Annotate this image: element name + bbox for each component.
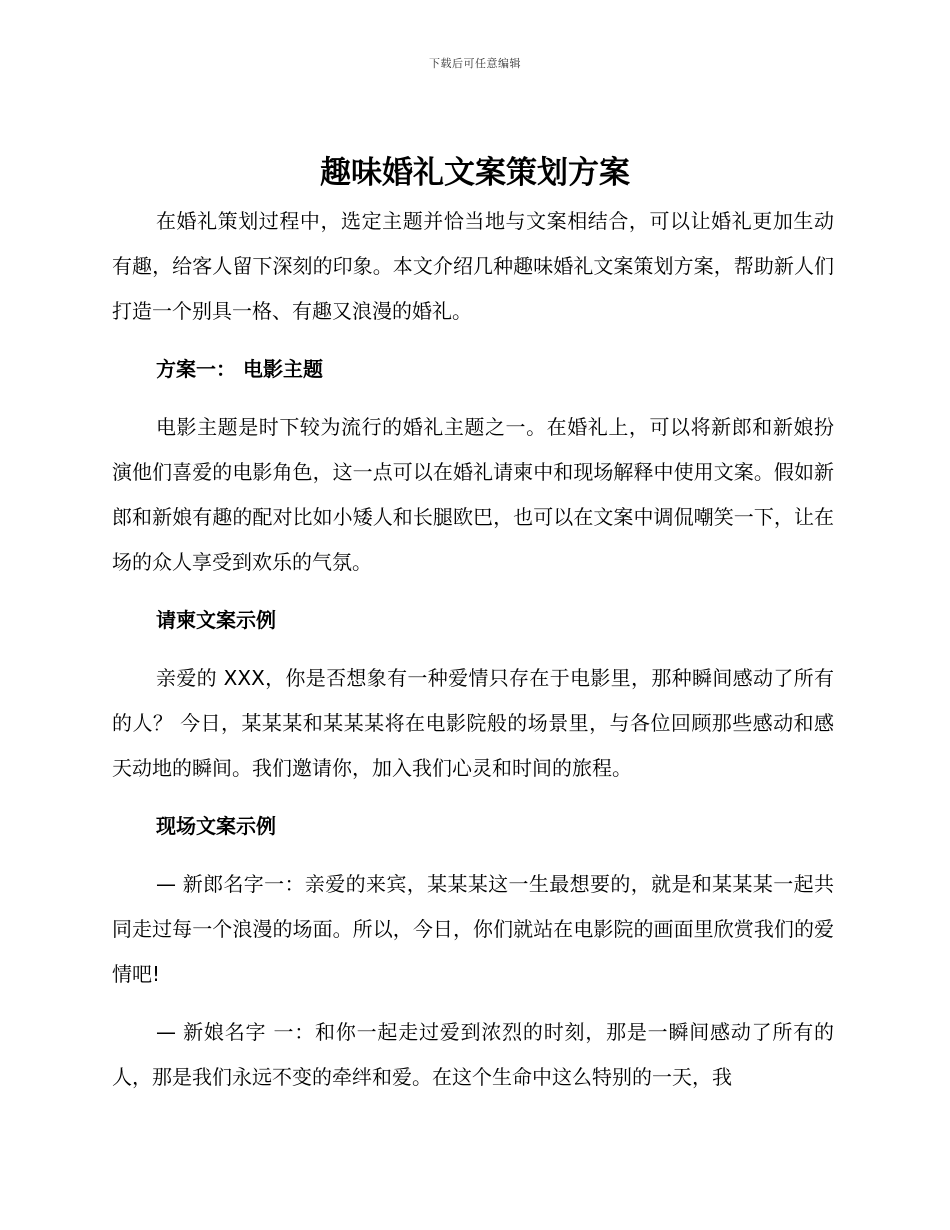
section1-paragraph: 电影主题是时下较为流行的婚礼主题之一。在婚礼上，可以将新郎和新娘扮演他们喜爱的电影角色，这一点可以在婚礼请柬中和现场解释中使用文案。假如新郎和新娘有趣的配对比如小矮人和长腿欧巴，也可以在文案中调侃嘲笑一下，让在场的众人享受到欢乐的气氛。	[112, 415, 834, 574]
spacer	[112, 643, 834, 656]
spacer	[112, 849, 834, 862]
document-title: 趣味婚礼文案策划方案	[320, 155, 630, 191]
spacer	[112, 334, 834, 347]
invite-heading: 请柬文案示例	[156, 608, 276, 632]
document-body	[112, 199, 834, 1100]
onsite-heading: 现场文案示例	[156, 814, 276, 838]
spacer	[112, 585, 834, 598]
spacer	[112, 392, 834, 405]
spacer	[112, 791, 834, 804]
groom-paragraph: — 新郎名字一：亲爱的来宾，某某某这一生最想要的，就是和某某某一起共同走过每一个浪漫的场面。所以，今日，你们就站在电影院的画面里欣赏我们的爱情吧!	[112, 872, 834, 986]
intro-paragraph: 在婚礼策划过程中，选定主题并恰当地与文案相结合，可以让婚礼更加生动有趣，给客人留下深刻的印象。本文介绍几种趣味婚礼文案策划方案，帮助新人们打造一个别具一格、有趣又浪漫的婚礼。	[112, 209, 834, 323]
invite-paragraph: 亲爱的 XXX，你是否想象有一种爱情只存在于电影里，那种瞬间感动了所有的人？ 今日，某某某和某某某将在电影院般的场景里，与各位回顾那些感动和感天动地的瞬间。我们邀请你，加入我们心灵和时间的旅程。	[112, 666, 834, 780]
header-note: 下载后可任意编辑	[429, 57, 521, 70]
section1-heading: 方案一： 电影主题	[156, 357, 323, 381]
bride-paragraph: — 新娘名字 一：和你一起走过爱到浓烈的时刻，那是一瞬间感动了所有的人，那是我们永远不变的牵绊和爱。在这个生命中这么特别的一天，我	[112, 1020, 834, 1089]
spacer	[112, 997, 834, 1010]
